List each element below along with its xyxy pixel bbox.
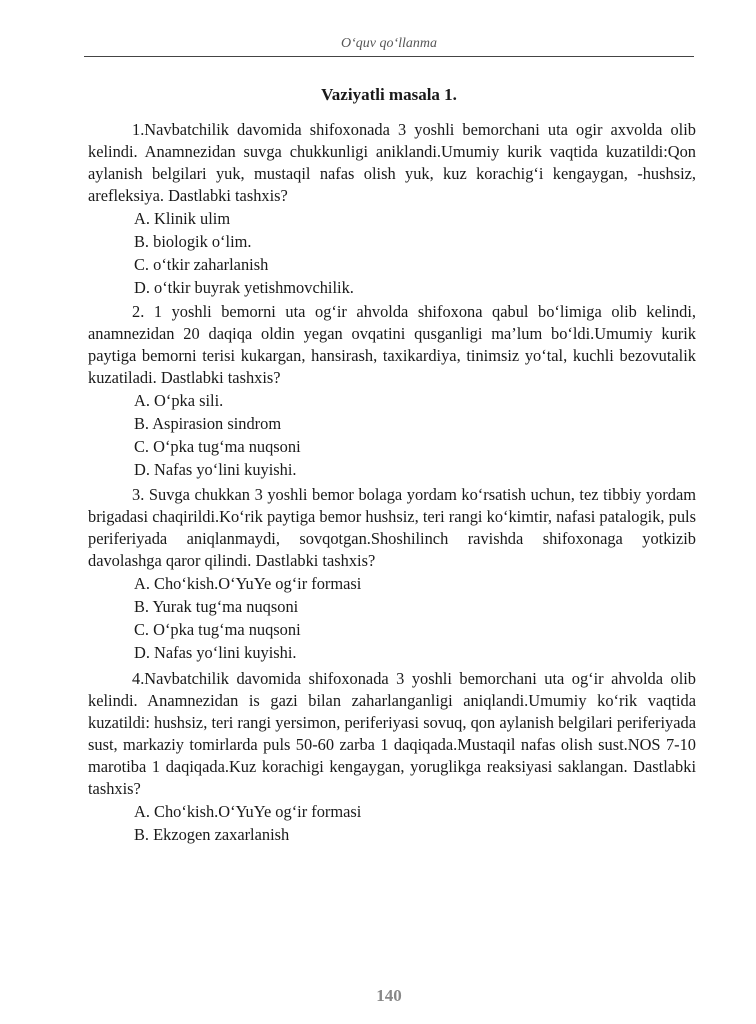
option-c: C. o‘tkir zaharlanish [134, 255, 269, 274]
question-1 [88, 119, 696, 299]
option-d: D. Nafas yo‘lini kuyishi. [134, 460, 297, 479]
option-b: B. Ekzogen zaxarlanish [134, 825, 290, 844]
option-b: B. biologik o‘lim. [134, 232, 252, 251]
option-d: D. o‘tkir buyrak yetishmovchilik. [134, 278, 354, 297]
answer-options [88, 572, 696, 664]
question-text: 3. Suvga chukkan 3 yoshli bemor bolaga yordam ko‘rsatish uchun, tez tibbiy yordam brigadasi chaqirildi.Ko‘rik paytiga bemor hushsiz, teri rangi ko‘kimtir, nafasi patalogik, puls periferiyada aniqlanmaydi, sovqotgan.Shoshilinch ravishda shifoxonaga yotkizib davolashga qaror qilindi. Dastlabki tashxis? [88, 485, 696, 570]
question-3 [88, 484, 696, 664]
option-c: C. O‘pka tug‘ma nuqsoni [134, 620, 301, 639]
question-4 [88, 668, 696, 846]
running-header: O‘quv qo‘llanma [340, 36, 438, 51]
option-c: C. O‘pka tug‘ma nuqsoni [134, 437, 301, 456]
option-a: A. Cho‘kish.O‘YuYe og‘ir formasi [134, 574, 362, 593]
answer-options [88, 800, 696, 846]
page-number: 140 [376, 986, 402, 1005]
page-body [88, 119, 696, 846]
answer-options [88, 389, 696, 481]
option-b: B. Yurak tug‘ma nuqsoni [134, 597, 299, 616]
option-a: A. Cho‘kish.O‘YuYe og‘ir formasi [134, 802, 362, 821]
question-text: 1.Navbatchilik davomida shifoxonada 3 yoshli bemorchani uta ogir axvolda olib kelindi. Anamnezidan suvga chukkunligi aniklandi.Umumiy kurik vaqtida kuzatildi:Qon aylanish belgilari yuk, mustaqil nafas olish yuk, kuz korachig‘i kengaygan, -hushsiz, arefleksiya. Dastlabki tashxis? [88, 120, 696, 205]
header-divider [84, 56, 694, 57]
option-b: B. Aspirasion sindrom [134, 414, 282, 433]
question-text: 4.Navbatchilik davomida shifoxonada 3 yoshli bemorchani uta og‘ir ahvolda olib kelindi. Anamnezidan is gazi bilan zaharlanganligi aniqlandi.Umumiy ko‘rik vaqtida kuzatildi: hushsiz, teri rangi yersimon, periferiyasi sovuq, qon aylanish belgilari periferiyada sust, markaziy tomirlarda puls 50-60 zarba 1 daqiqada.Mustaqil nafas olish sust.NOS 7-10 marotiba 1 daqiqada.Kuz korachigi kengaygan, yoruglikga reaksiyasi saklangan. Dastlabki tashxis? [88, 669, 696, 798]
option-a: A. O‘pka sili. [134, 391, 224, 410]
option-d: D. Nafas yo‘lini kuyishi. [134, 643, 297, 662]
answer-options [88, 207, 696, 299]
option-a: A. Klinik ulim [134, 209, 231, 228]
question-text: 2. 1 yoshli bemorni uta og‘ir ahvolda shifoxona qabul bo‘limiga olib kelindi, anamnezidan 20 daqiqa oldin yegan ovqatini qusganligi ma’lum bo‘ldi.Umumiy kurik paytiga bemorni terisi kukargan, hansirash, taxikardiya, tinimsiz yo‘tal, kuchli bezovutalik kuzatiladi. Dastlabki tashxis? [88, 302, 696, 387]
section-title: Vaziyatli masala 1. [321, 85, 457, 104]
question-2 [88, 301, 696, 481]
